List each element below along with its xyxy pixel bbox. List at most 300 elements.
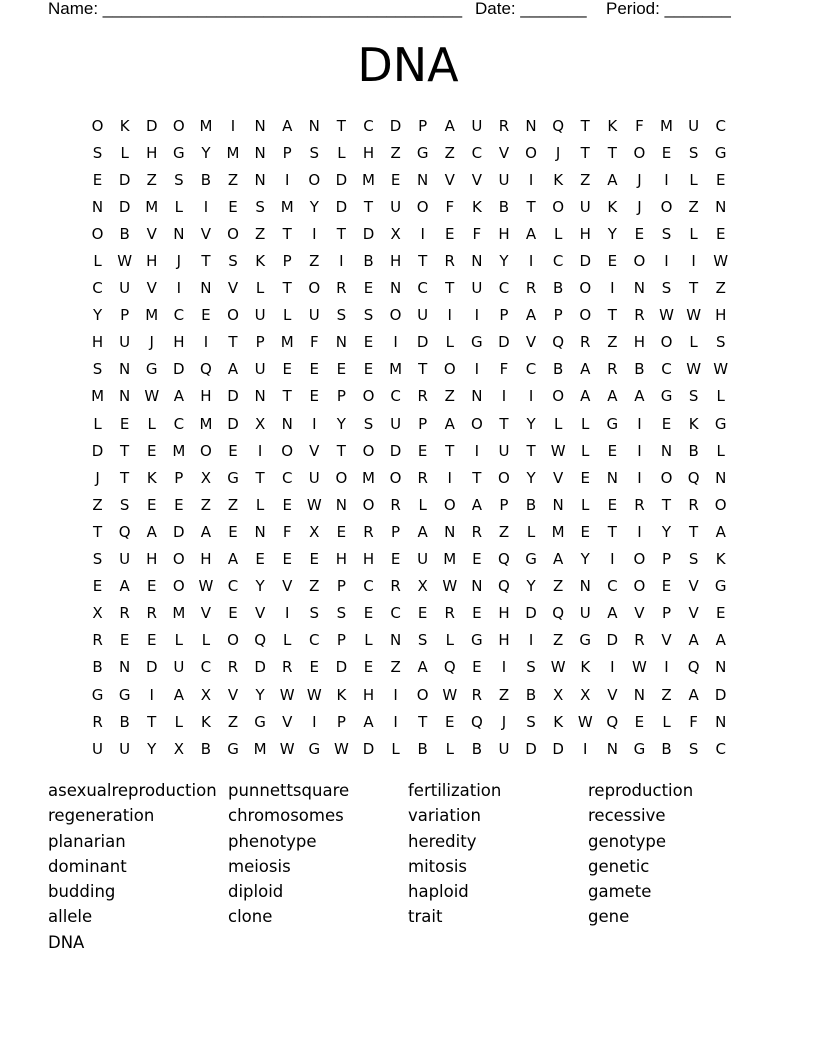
grid-letter: T [92, 522, 103, 541]
grid-letter: C [390, 604, 401, 623]
grid-letter: R [336, 279, 347, 298]
grid-letter: Q [498, 577, 510, 596]
grid-letter: P [661, 550, 672, 569]
grid-letter: V [200, 224, 212, 243]
grid-letter: Y [526, 414, 536, 433]
grid-letter: Z [309, 252, 320, 271]
grid-letter: I [447, 306, 452, 325]
grid-letter: G [471, 631, 483, 650]
grid-letter: A [525, 224, 537, 243]
grid-letter: B [363, 252, 374, 271]
grid-letter: T [418, 712, 428, 731]
grid-letter: L [445, 333, 454, 352]
grid-letter: S [688, 550, 699, 569]
grid-letter: K [553, 170, 564, 189]
grid-letter: E [634, 224, 645, 243]
grid-letter: S [92, 143, 103, 162]
grid-letter: D [335, 170, 348, 189]
grid-letter: Q [552, 333, 565, 352]
grid-letter: N [579, 577, 591, 596]
grid-letter: M [362, 468, 375, 487]
grid-letter: T [336, 441, 346, 460]
grid-letter: G [660, 387, 673, 406]
grid-letter: H [362, 143, 375, 162]
grid-letter: F [635, 116, 644, 135]
letter-grid [84, 112, 734, 762]
grid-letter: H [498, 224, 510, 243]
grid-letter: E [580, 522, 590, 541]
grid-letter: E [146, 631, 157, 650]
grid-letter: Q [687, 658, 700, 677]
grid-letter: C [471, 143, 483, 162]
grid-letter: U [119, 279, 131, 298]
grid-letter: C [92, 279, 103, 298]
grid-letter: Q [470, 712, 483, 731]
grid-letter: Y [255, 577, 265, 596]
grid-letter: E [309, 658, 320, 677]
grid-letter: L [689, 333, 698, 352]
grid-letter: C [173, 414, 185, 433]
grid-letter: N [200, 279, 212, 298]
grid-letter: D [335, 658, 348, 677]
grid-letter: N [715, 658, 727, 677]
grid-letter: R [92, 712, 103, 731]
grid-letter: D [714, 685, 727, 704]
grid-letter: I [257, 441, 263, 460]
grid-letter: N [660, 441, 673, 460]
grid-letter: D [118, 170, 131, 189]
grid-letter: R [580, 333, 591, 352]
grid-letter: M [145, 197, 159, 216]
grid-letter: E [715, 224, 726, 243]
grid-letter: G [254, 712, 266, 731]
grid-letter: E [607, 252, 618, 271]
grid-letter: E [472, 604, 482, 623]
grid-letter: Q [552, 604, 565, 623]
grid-letter: L [120, 143, 129, 162]
grid-letter: N [254, 116, 266, 135]
grid-letter: C [417, 279, 428, 298]
grid-letter: Y [499, 252, 509, 271]
grid-letter: N [471, 387, 483, 406]
grid-letter: I [474, 441, 480, 460]
word-bank-item: planarian [48, 831, 126, 851]
grid-letter: P [120, 306, 130, 325]
grid-letter: C [227, 577, 239, 596]
grid-letter: B [119, 712, 130, 731]
grid-letter: J [637, 197, 642, 216]
grid-letter: L [283, 306, 292, 325]
grid-letter: K [201, 712, 211, 731]
grid-letter: A [227, 360, 239, 379]
grid-letter: O [633, 143, 646, 162]
word-bank-item: punnettsquare [228, 781, 350, 800]
grid-letter: T [445, 441, 455, 460]
grid-letter: R [444, 604, 455, 623]
grid-letter: B [119, 224, 130, 243]
grid-letter: N [281, 414, 293, 433]
grid-letter: M [389, 360, 403, 379]
grid-letter: H [335, 550, 348, 569]
grid-letter: T [472, 468, 482, 487]
grid-letter: V [282, 712, 293, 731]
grid-letter: O [633, 550, 646, 569]
grid-letter: G [606, 414, 619, 433]
grid-letter: H [715, 306, 727, 325]
grid-letter: G [714, 414, 727, 433]
grid-letter: W [117, 252, 133, 271]
grid-letter: K [119, 116, 130, 135]
grid-letter: O [227, 224, 239, 243]
grid-letter: C [363, 116, 374, 135]
grid-letter: O [172, 550, 185, 569]
grid-letter: R [444, 252, 455, 271]
grid-letter: W [198, 577, 214, 596]
grid-letter: Z [661, 685, 672, 704]
grid-letter: C [552, 252, 564, 271]
grid-letter: V [146, 224, 157, 243]
grid-letter: I [312, 712, 317, 731]
grid-letter: H [579, 224, 591, 243]
grid-letter: H [173, 333, 185, 352]
grid-letter: C [715, 116, 726, 135]
grid-letter: E [228, 604, 238, 623]
grid-letter: Y [201, 143, 211, 162]
grid-letter: R [417, 387, 428, 406]
grid-letter: U [173, 658, 185, 677]
grid-letter: B [498, 197, 510, 216]
grid-letter: K [580, 658, 591, 677]
grid-letter: U [471, 116, 483, 135]
grid-letter: O [91, 116, 104, 135]
grid-letter: I [474, 306, 480, 325]
grid-letter: M [660, 116, 673, 135]
word-bank-item: recessive [588, 806, 666, 826]
grid-letter: V [525, 333, 537, 352]
word-bank-item: meiosis [228, 856, 291, 876]
grid-letter: E [228, 441, 238, 460]
grid-letter: O [660, 468, 673, 487]
grid-letter: U [471, 279, 483, 298]
grid-letter: I [393, 685, 398, 704]
grid-letter: N [335, 495, 347, 514]
grid-letter: Z [146, 170, 157, 189]
grid-letter: D [91, 441, 104, 460]
word-bank-item: budding [48, 882, 116, 902]
grid-letter: E [146, 495, 157, 514]
grid-letter: K [688, 414, 699, 433]
grid-letter: I [637, 441, 642, 460]
grid-letter: I [691, 252, 696, 271]
grid-letter: R [634, 495, 645, 514]
grid-letter: Y [147, 739, 157, 758]
grid-letter: V [200, 604, 212, 623]
word-bank-item: DNA [48, 932, 85, 952]
page-title: DNA [357, 38, 459, 92]
grid-letter: S [174, 170, 184, 189]
grid-letter: T [689, 522, 699, 541]
grid-letter: E [445, 224, 455, 243]
grid-letter: V [227, 685, 239, 704]
grid-letter: B [525, 495, 537, 514]
grid-letter: E [309, 360, 320, 379]
grid-letter: L [418, 495, 427, 514]
grid-letter: D [227, 387, 239, 406]
grid-letter: Z [498, 685, 510, 704]
grid-letter: T [607, 306, 617, 325]
word-bank-item: gene [588, 907, 630, 927]
grid-letter: E [146, 577, 157, 596]
grid-letter: A [173, 387, 184, 406]
grid-letter: A [200, 522, 212, 541]
grid-letter: M [145, 306, 159, 325]
grid-letter: A [471, 495, 482, 514]
grid-letter: S [92, 360, 103, 379]
grid-letter: R [634, 306, 645, 325]
grid-letter: Y [526, 577, 536, 596]
grid-letter: E [661, 414, 672, 433]
grid-letter: M [443, 550, 457, 569]
grid-letter: T [282, 279, 292, 298]
grid-letter: W [713, 252, 729, 271]
grid-letter: V [227, 279, 239, 298]
grid-letter: S [309, 143, 320, 162]
grid-letter: Q [606, 712, 619, 731]
grid-letter: W [686, 306, 702, 325]
grid-letter: E [417, 441, 428, 460]
grid-letter: A [119, 577, 130, 596]
grid-letter: G [118, 685, 131, 704]
grid-letter: L [689, 170, 698, 189]
grid-letter: W [279, 739, 295, 758]
grid-letter: C [661, 360, 672, 379]
grid-letter: N [471, 252, 483, 271]
grid-letter: E [255, 550, 265, 569]
grid-letter: L [716, 441, 725, 460]
grid-letter: U [92, 739, 104, 758]
grid-letter: Y [580, 550, 590, 569]
grid-letter: N [715, 468, 727, 487]
word-bank-item: mitosis [408, 856, 467, 876]
word-bank-item: genetic [588, 856, 650, 876]
grid-letter: W [442, 685, 458, 704]
grid-letter: J [637, 170, 642, 189]
grid-letter: M [280, 197, 294, 216]
grid-letter: D [579, 252, 592, 271]
grid-letter: N [254, 143, 266, 162]
grid-letter: G [308, 739, 321, 758]
grid-letter: N [471, 577, 483, 596]
word-bank-item: allele [48, 907, 93, 927]
grid-letter: G [525, 550, 537, 569]
grid-letter: L [716, 387, 725, 406]
grid-letter: V [634, 604, 645, 623]
grid-letter: G [416, 143, 429, 162]
grid-letter: N [444, 522, 456, 541]
grid-letter: E [119, 631, 130, 650]
word-bank-item: dominant [48, 856, 127, 876]
grid-letter: T [120, 468, 130, 487]
grid-letter: O [579, 279, 592, 298]
grid-letter: O [525, 143, 537, 162]
grid-letter: T [336, 116, 346, 135]
grid-letter: O [200, 441, 212, 460]
grid-letter: E [309, 550, 320, 569]
grid-letter: T [418, 360, 428, 379]
grid-letter: U [119, 550, 131, 569]
grid-letter: B [200, 170, 212, 189]
grid-letter: P [418, 116, 428, 135]
grid-letter: V [471, 170, 482, 189]
grid-letter: I [447, 468, 452, 487]
word-bank-item: variation [408, 806, 481, 826]
grid-letter: S [336, 604, 347, 623]
grid-letter: I [664, 658, 669, 677]
grid-letter: S [417, 631, 428, 650]
period-field-label: Period: _______ [606, 0, 731, 18]
grid-letter: W [550, 441, 566, 460]
grid-letter: N [254, 387, 266, 406]
grid-letter: F [282, 522, 292, 541]
grid-letter: C [390, 387, 401, 406]
grid-letter: Z [580, 170, 591, 189]
grid-letter: E [715, 170, 726, 189]
grid-letter: I [664, 170, 669, 189]
grid-letter: D [389, 116, 402, 135]
grid-letter: F [472, 224, 482, 243]
word-bank-item: heredity [408, 831, 477, 851]
grid-letter: S [688, 739, 699, 758]
grid-letter: Z [553, 577, 564, 596]
grid-letter: B [92, 658, 103, 677]
grid-letter: N [119, 360, 131, 379]
grid-letter: M [199, 414, 213, 433]
grid-letter: W [279, 685, 295, 704]
grid-letter: E [390, 550, 401, 569]
grid-letter: E [607, 441, 618, 460]
grid-letter: Y [336, 414, 346, 433]
grid-letter: D [335, 197, 348, 216]
grid-letter: A [173, 685, 184, 704]
grid-letter: T [445, 279, 455, 298]
grid-letter: E [282, 550, 292, 569]
grid-letter: O [714, 495, 727, 514]
grid-letter: A [444, 116, 455, 135]
grid-letter: O [470, 414, 483, 433]
grid-letter: U [390, 197, 402, 216]
grid-letter: Q [254, 631, 267, 650]
grid-letter: R [92, 631, 103, 650]
grid-letter: T [689, 279, 699, 298]
grid-letter: N [254, 522, 266, 541]
grid-letter: X [553, 685, 564, 704]
word-bank-item: regeneration [48, 806, 155, 826]
grid-letter: Z [390, 143, 401, 162]
grid-letter: G [633, 739, 646, 758]
grid-letter: W [144, 387, 160, 406]
grid-letter: F [689, 712, 698, 731]
grid-letter: W [442, 577, 458, 596]
grid-letter: H [146, 143, 158, 162]
grid-letter: I [149, 685, 154, 704]
grid-letter: L [255, 279, 265, 298]
grid-letter: E [634, 712, 645, 731]
grid-letter: J [176, 252, 182, 271]
grid-letter: C [715, 739, 726, 758]
grid-letter: L [201, 631, 211, 650]
grid-letter: I [637, 522, 642, 541]
grid-letter: L [255, 495, 265, 514]
grid-letter: I [501, 387, 507, 406]
grid-letter: J [149, 333, 154, 352]
grid-letter: R [390, 577, 401, 596]
grid-letter: U [498, 170, 510, 189]
grid-letter: L [93, 414, 102, 433]
grid-letter: H [362, 685, 375, 704]
grid-letter: V [146, 279, 157, 298]
grid-letter: A [525, 306, 537, 325]
grid-letter: O [362, 495, 375, 514]
grid-letter: V [607, 685, 618, 704]
grid-letter: I [610, 279, 615, 298]
grid-letter: I [284, 170, 290, 189]
grid-letter: I [637, 414, 642, 433]
grid-letter: I [176, 279, 182, 298]
grid-letter: D [227, 414, 239, 433]
grid-letter: X [390, 224, 401, 243]
grid-letter: X [254, 414, 266, 433]
grid-letter: R [688, 495, 699, 514]
grid-letter: T [282, 387, 292, 406]
grid-letter: G [227, 739, 239, 758]
grid-letter: T [499, 414, 509, 433]
grid-letter: I [393, 333, 398, 352]
grid-letter: R [227, 658, 239, 677]
grid-letter: G [471, 333, 483, 352]
grid-letter: R [607, 360, 618, 379]
grid-letter: D [389, 441, 402, 460]
grid-letter: A [580, 360, 591, 379]
grid-letter: E [390, 170, 401, 189]
grid-letter: V [688, 577, 699, 596]
grid-letter: T [282, 224, 292, 243]
grid-letter: G [173, 143, 185, 162]
grid-letter: E [472, 550, 482, 569]
grid-letter: Z [309, 577, 320, 596]
grid-letter: S [661, 224, 672, 243]
grid-letter: L [553, 414, 563, 433]
grid-letter: L [689, 224, 698, 243]
grid-letter: Q [687, 468, 700, 487]
grid-letter: A [715, 522, 726, 541]
grid-letter: H [498, 604, 510, 623]
grid-letter: R [471, 685, 483, 704]
grid-letter: Z [227, 712, 239, 731]
grid-letter: P [553, 306, 563, 325]
grid-letter: T [526, 197, 536, 216]
grid-letter: H [633, 333, 646, 352]
grid-letter: L [526, 522, 536, 541]
grid-letter: N [552, 495, 564, 514]
grid-letter: T [580, 143, 590, 162]
grid-letter: I [501, 658, 507, 677]
grid-letter: W [659, 306, 674, 325]
grid-letter: C [281, 468, 293, 487]
grid-letter: L [445, 631, 454, 650]
grid-letter: I [528, 387, 534, 406]
grid-letter: E [715, 604, 726, 623]
grid-letter: L [391, 739, 400, 758]
